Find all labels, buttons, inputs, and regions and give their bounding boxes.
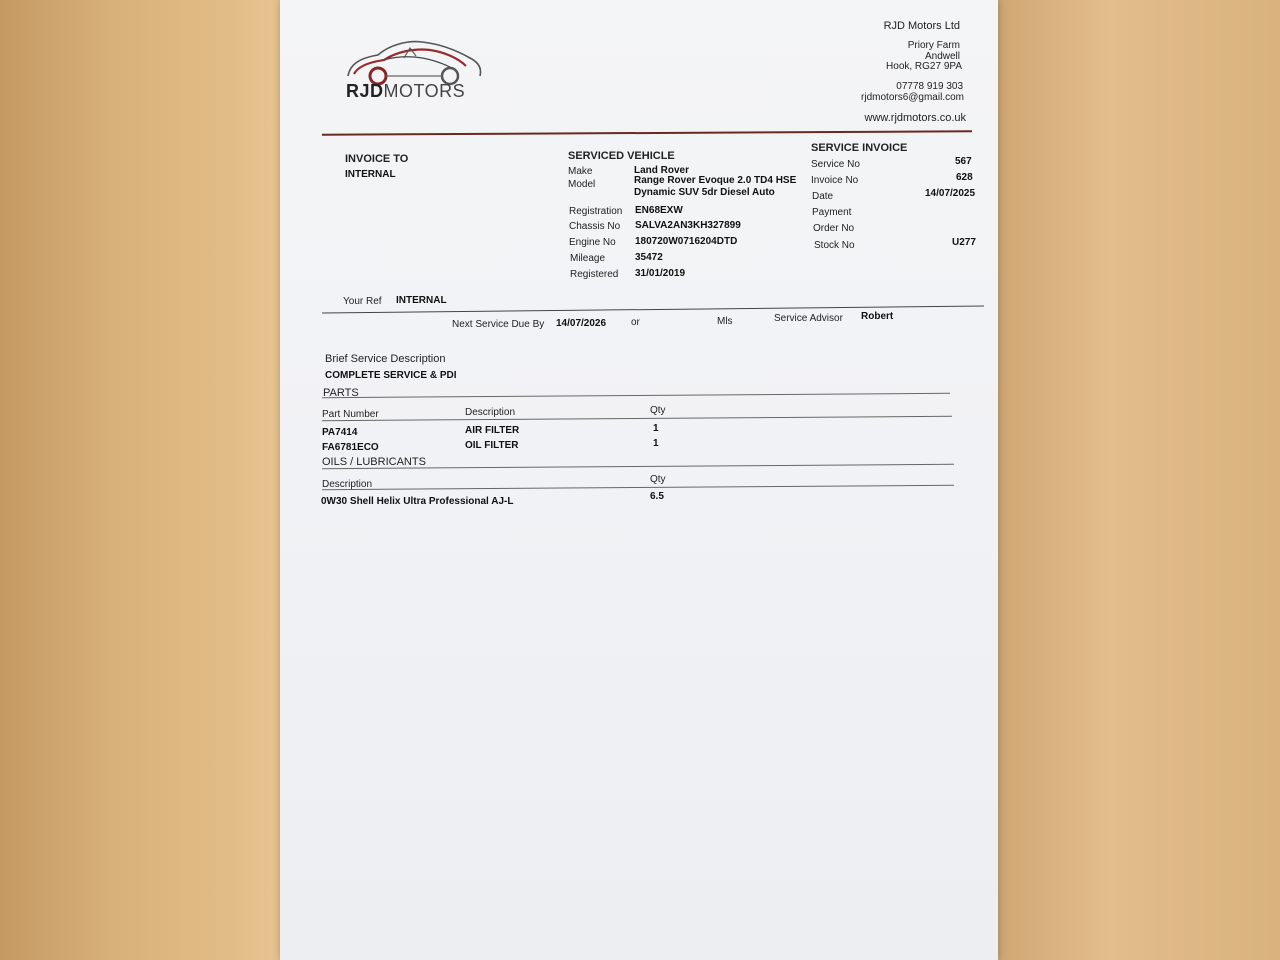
payment-label: Payment — [812, 207, 852, 218]
logo-wordmark-light: MOTORS — [383, 81, 466, 101]
registered-label: Registered — [570, 269, 619, 280]
part-number-2: FA6781ECO — [322, 442, 379, 453]
invoice-sheet — [280, 0, 998, 960]
invoice-no-value: 628 — [956, 172, 973, 183]
company-email: rjdmotors6@gmail.com — [861, 92, 964, 103]
chassis-label: Chassis No — [569, 221, 621, 232]
invoice-no-label: Invoice No — [811, 175, 859, 186]
order-no-label: Order No — [813, 223, 855, 234]
parts-col-description: Description — [465, 407, 516, 418]
part-number-1: PA7414 — [322, 427, 358, 438]
make-value: Land Rover — [634, 165, 690, 176]
model-value-line1: Range Rover Evoque 2.0 TD4 HSE — [634, 175, 797, 186]
your-ref-label: Your Ref — [343, 296, 382, 307]
date-value: 14/07/2025 — [925, 188, 976, 199]
brief-label: Brief Service Description — [325, 353, 446, 365]
service-advisor-value: Robert — [861, 311, 894, 322]
engine-label: Engine No — [569, 237, 616, 248]
chassis-value: SALVA2AN3KH327899 — [635, 220, 741, 231]
invoice-to-value: INTERNAL — [345, 169, 396, 180]
company-address-1: Priory Farm — [907, 40, 960, 51]
date-label: Date — [812, 191, 834, 202]
background-right — [996, 0, 1280, 960]
next-service-label: Next Service Due By — [452, 319, 545, 330]
oils-col-description: Description — [322, 479, 373, 490]
service-no-value: 567 — [955, 156, 972, 167]
make-label: Make — [568, 166, 593, 177]
part-qty-1: 1 — [653, 423, 659, 434]
header-rule — [322, 130, 972, 135]
parts-col-qty: Qty — [650, 405, 666, 416]
oils-col-qty: Qty — [650, 474, 666, 485]
next-service-mls: Mls — [717, 316, 733, 327]
company-address-3: Hook, RG27 9PA — [886, 61, 962, 72]
logo-wordmark — [346, 81, 465, 102]
part-desc-1: AIR FILTER — [465, 425, 520, 436]
engine-value: 180720W0716204DTD — [635, 236, 738, 247]
model-label: Model — [568, 179, 596, 190]
parts-rule — [322, 393, 950, 398]
mileage-value: 35472 — [635, 252, 663, 263]
registration-value: EN68EXW — [635, 205, 683, 216]
registration-label: Registration — [569, 206, 623, 217]
company-name: RJD Motors Ltd — [883, 20, 960, 32]
mileage-label: Mileage — [570, 253, 606, 264]
stock-no-label: Stock No — [814, 240, 855, 251]
part-desc-2: OIL FILTER — [465, 440, 519, 451]
parts-header-rule — [322, 416, 952, 421]
your-ref-value: INTERNAL — [396, 295, 447, 306]
next-service-date: 14/07/2026 — [556, 318, 607, 329]
oil-qty-1: 6.5 — [650, 491, 664, 502]
brief-value: COMPLETE SERVICE & PDI — [325, 370, 457, 381]
company-address-2: Andwell — [924, 51, 960, 62]
stock-no-value: U277 — [952, 237, 976, 248]
oils-header: OILS / LUBRICANTS — [322, 456, 426, 468]
model-value-line2: Dynamic SUV 5dr Diesel Auto — [634, 187, 775, 198]
service-advisor-label: Service Advisor — [774, 313, 843, 324]
registered-value: 31/01/2019 — [635, 268, 686, 279]
next-service-or: or — [631, 317, 640, 328]
oils-header-rule — [322, 485, 954, 490]
parts-col-part-number: Part Number — [322, 409, 379, 420]
oil-desc-1: 0W30 Shell Helix Ultra Professional AJ-L — [321, 496, 514, 507]
service-no-label: Service No — [811, 159, 860, 170]
vehicle-header: SERVICED VEHICLE — [568, 150, 675, 162]
service-invoice-header: SERVICE INVOICE — [811, 142, 908, 154]
parts-header: PARTS — [323, 387, 359, 399]
part-qty-2: 1 — [653, 438, 659, 449]
logo-wordmark-bold: RJD — [346, 81, 384, 101]
company-phone: 07778 919 303 — [896, 81, 963, 92]
company-website: www.rjdmotors.co.uk — [864, 112, 966, 124]
invoice-to-header: INVOICE TO — [345, 153, 409, 165]
